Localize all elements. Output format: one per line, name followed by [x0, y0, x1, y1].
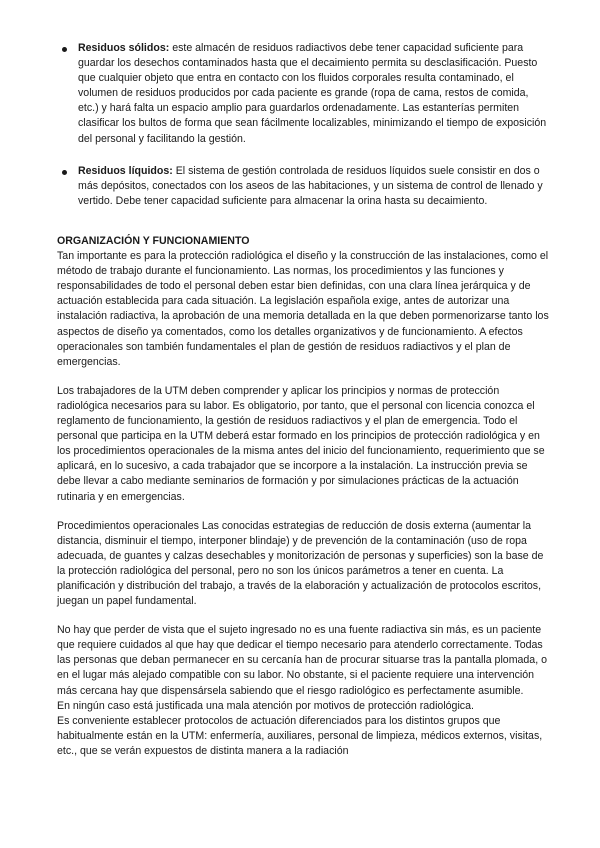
paragraph: Tan importante es para la protección radiológica el diseño y la construcción de las instalaciones, como el método de trabajo durante el funcionamiento. Las normas, los procedimientos y las funciones y responsabilidades de todo el personal deben estar bien definidas, con una clara línea jerárquica y de actuación establecida para cada situación. La legislación española exige, antes de autorizar una instalación radiactiva, la aprobación de una memoria detallada en la que deben pormenorizarse tanto los aspectos de diseño ya comentados, como los detalles organizativos y de funcionamiento. A efectos operacionales son también fundamentales el plan de gestión de residuos radiactivos y el plan de emergencias. — [57, 250, 549, 368]
paragraph: En ningún caso está justificada una mala atención por motivos de protección radiológica. — [57, 699, 474, 712]
bullet-icon — [62, 170, 67, 175]
organization-section — [57, 234, 553, 759]
bullet-list — [59, 41, 549, 226]
section-heading: ORGANIZACIÓN Y FUNCIONAMIENTO — [57, 235, 250, 247]
paragraph: Los trabajadores de la UTM deben comprender y aplicar los principios y normas de protección radiológica necesarios para su labor. Es obligatorio, por tanto, que el personal con licencia conozca el reglamento de funcionamiento, la gestión de residuos radiactivos y el plan de emergencia. Todo el personal que participa en la UTM deberá estar formado en los principios de protección radiológica y en los procedimientos operacionales de la misma antes del inicio del funcionamiento, requerimiento que se aplicará, en lo sucesivo, a cada trabajador que se incorpore a la instalación. La instrucción previa se debe llevar a cabo mediante seminarios de formación y por simulaciones prácticas de la actuación rutinaria y en emergencias. — [57, 384, 545, 503]
bullet-icon — [62, 47, 67, 52]
list-item — [59, 164, 549, 209]
list-item — [59, 41, 549, 147]
paragraph: Procedimientos operacionales Las conocidas estrategias de reducción de dosis externa (aumentar la distancia, disminuir el tiempo, interponer blindaje) y de prevención de la contaminación (uso de ropa adecuada, de guantes y calzas desechables y monitorización de personas y superficies) son la base de la protección radiológica del personal, pero no son los únicos parámetros a tener en cuenta. La planificación y distribución del trabajo, a través de la elaboración y actualización de protocolos escritos, juegan un papel fundamental. — [57, 519, 544, 608]
paragraph: No hay que perder de vista que el sujeto ingresado no es una fuente radiactiva sin más, es un paciente que requiere cuidados al que hay que dedicar el tiempo necesario para atenderlo correctamente. Todas las personas que deban permanecer en su cercanía han de procurar situarse tras la pantalla plomada, o en el lugar más alejado compatible con su labor. No obstante, si el paciente requiere una intervención más cercana hay que dispensársela sabiendo que el riesgo radiológico es perfectamente asumible. — [57, 624, 547, 697]
bullet-text: este almacén de residuos radiactivos debe tener capacidad suficiente para guardar los desechos contaminados hasta que el decaimiento permita su desclasificación. Puesto que cualquier objeto que entra en contacto con los fluidos corporales resulta contaminado, el volumen de residuos producidos por cada paciente es grande (ropa de cama, restos de comida, etc.) y hará falta un espacio amplio para guardarlos ordenadamente. Las estanterías permiten clasificar los bultos de forma que sean fácilmente localizables, minimizando el tiempo de exposición del personal y facilitando la gestión. — [78, 42, 547, 145]
bullet-text: El sistema de gestión controlada de residuos líquidos suele consistir en dos o más depósitos, conectados con los aseos de las habitaciones, y un sistema de control de llenado y vertido. Debe tener capacidad suficiente para almacenar la orina hasta su decaimiento. — [78, 164, 543, 207]
paragraph: Es conveniente establecer protocolos de actuación diferenciados para los distintos grupos que habitualmente están en la UTM: enfermería, auxiliares, personal de limpieza, médicos externos, visitas, etc., que se verán expuestos de distinta manera a la radiación — [57, 714, 543, 757]
bullet-term: Residuos líquidos: — [78, 164, 173, 177]
bullet-term: Residuos sólidos: — [78, 42, 170, 54]
